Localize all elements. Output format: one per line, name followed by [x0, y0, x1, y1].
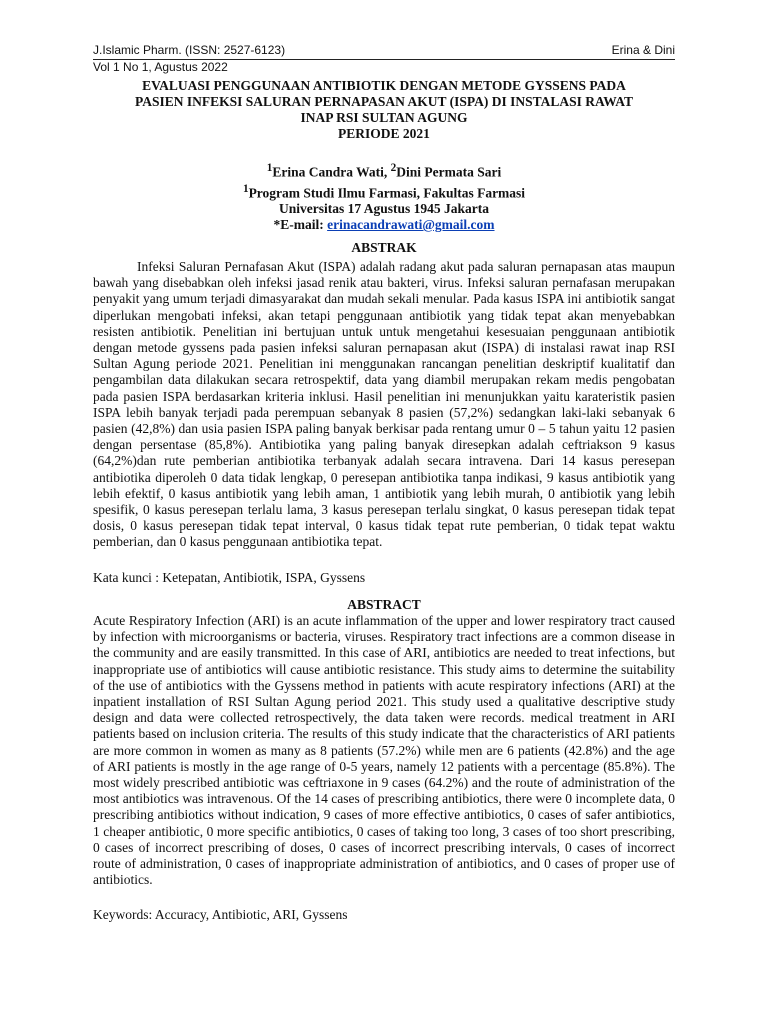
abstract-heading: ABSTRACT	[347, 597, 421, 612]
email-label: *E-mail:	[273, 217, 328, 232]
university: Universitas 17 Agustus 1945 Jakarta	[278, 201, 489, 216]
title-line: PERIODE 2021	[338, 126, 430, 141]
journal-name: J.Islamic Pharm. (ISSN: 2527-6123)	[93, 43, 286, 57]
title-line: EVALUASI PENGGUNAAN ANTIBIOTIK DENGAN METODE GYSSENS PADA	[142, 78, 626, 93]
journal-volume: Vol 1 No 1, Agustus 2022	[93, 60, 228, 74]
affiliation-sup: 1	[242, 182, 249, 195]
abstrak-body: Infeksi Saluran Pernafasan Akut (ISPA) adalah radang akut pada saluran pernapasan atas maupun bawah yang disebabkan oleh infeksi jasad renik atau bakteri, virus. Infeksi saluran pernafasan merupakan penyakit yang umum terjadi dimasyarakat dan mudah sekali menular. Pada kasus ISPA ini antibiotik sangat diperlukan mengobati infeksi, akan tetapi penggunaan antibiotik yang tidak tepat akan menyebabkan resisten antibiotik. Penelitian ini bertujuan untuk untuk mengetahui kesesuaian penggunaan antibiotik dengan metode gyssens pada pasien infeksi saluran pernapasan akut (ISPA) di instalasi rawat inap RSI Sultan Agung periode 2021. Penelitian ini menggunakan rancangan penelitian deskriptif kualitatif dan pengambilan data dilakukan secara retrospektif, data yang diambil merupakan rekam medis pengobatan pada pasien ISPA berdasarkan kriteria inklusi. Hasil penelitian ini menunjukkan yaitu karateristik pasien ISPA lebih banyak terjadi pada perempuan sebanyak 8 pasien (57,2%) sedangkan laki-laki sebanyak 6 pasien (42,8%) dan usia pasien ISPA paling banyak berkisar pada rentang umur 0 – 5 tahun yaitu 12 pasien dengan persentase (85,8%). Antibiotika yang paling banyak diresepkan adalah ceftriakson 9 kasus (64,2%)dan rute pemberian antibiotika terbanyak adalah secara intravena. Dari 14 kasus peresepan antibiotika diperoleh 0 data tidak lengkap, 0 peresepan antibiotika tanpa indikasi, 9 kasus antibiotik yang lebih efektif, 0 kasus antibiotik yang lebih aman, 1 antibiotik yang lebih murah, 0 antibiotik yang lebih spesifik, 0 kasus peresepan terlalu lama, 3 kasus peresepan terlalu singkat, 0 kasus peresepan tidak tepat dosis, 0 kasus peresepan tidak tepat interval, 0 kasus tidak tepat rute pemberian, 0 tidak tepat waktu pemberian, dan 0 kasus penggunaan antibiotika tepat.	[93, 259, 675, 550]
author-sup: 2	[390, 162, 397, 174]
keywords: Keywords: Accuracy, Antibiotic, ARI, Gyssens	[93, 907, 348, 922]
author-name: Erina Candra Wati,	[272, 164, 391, 180]
email-line	[93, 217, 675, 233]
affiliation	[93, 181, 675, 202]
header-rule	[93, 59, 675, 60]
author-block	[93, 160, 675, 233]
author-name: Dini Permata Sari	[396, 164, 502, 180]
author-sup: 1	[266, 162, 273, 174]
paper-title	[93, 78, 675, 142]
kata-kunci: Kata kunci : Ketepatan, Antibiotik, ISPA, Gyssens	[93, 570, 366, 585]
abstract-body: Acute Respiratory Infection (ARI) is an acute inflammation of the upper and lower respiratory tract caused by infection with microorganisms or bacteria, viruses. Respiratory tract infections are a common disease in the community and are easily transmitted. In this case of ARI, antibiotics are needed to treat infections, but inappropriate use of antibiotics will cause antibiotic resistance. This study aims to determine the suitability of the use of antibiotics with the Gyssens method in patients with acute respiratory infections (ARI) at the inpatient installation of RSI Sultan Agung period 2021. This study used a qualitative descriptive study design and data were collected retrospectively, the data taken were records. medical treatment in ARI patients based on inclusion criteria. The results of this study indicate that the characteristics of ARI patients are more common in women as many as 8 patients (57.2%) while men are 6 patients (42.8%) and the age of ARI patients is mostly in the age range of 0-5 years, namely 12 patients with a percentage (85.8%). The most widely prescribed antibiotic was ceftriaxone in 9 cases (64.2%) and the route of administration of the most antibiotics was intravenous. Of the 14 cases of prescribing antibiotics, there were 0 incomplete data, 0 prescribing antibiotics without indication, 9 cases of more effective antibiotics, 0 cases of safer antibiotics, 1 cheaper antibiotic, 0 more specific antibiotics, 0 cases of taking too long, 3 cases of too short prescribing, 0 cases of incorrect prescribing of doses, 0 cases of incorrect prescribing intervals, 0 cases of incorrect route of administration, 0 cases of inappropriate administration of antibiotics, and 0 cases of proper use of antibiotics.	[93, 613, 675, 888]
title-line: PASIEN INFEKSI SALURAN PERNAPASAN AKUT (ISPA) DI INSTALASI RAWAT	[134, 94, 634, 109]
title-line: INAP RSI SULTAN AGUNG	[300, 110, 468, 125]
email-link[interactable]: erinacandrawati@gmail.com	[327, 217, 495, 232]
running-header-authors: Erina & Dini	[611, 43, 675, 57]
abstrak-heading: ABSTRAK	[351, 240, 417, 255]
author-names	[93, 160, 675, 181]
affiliation-text: Program Studi Ilmu Farmasi, Fakultas Farmasi	[248, 185, 526, 200]
